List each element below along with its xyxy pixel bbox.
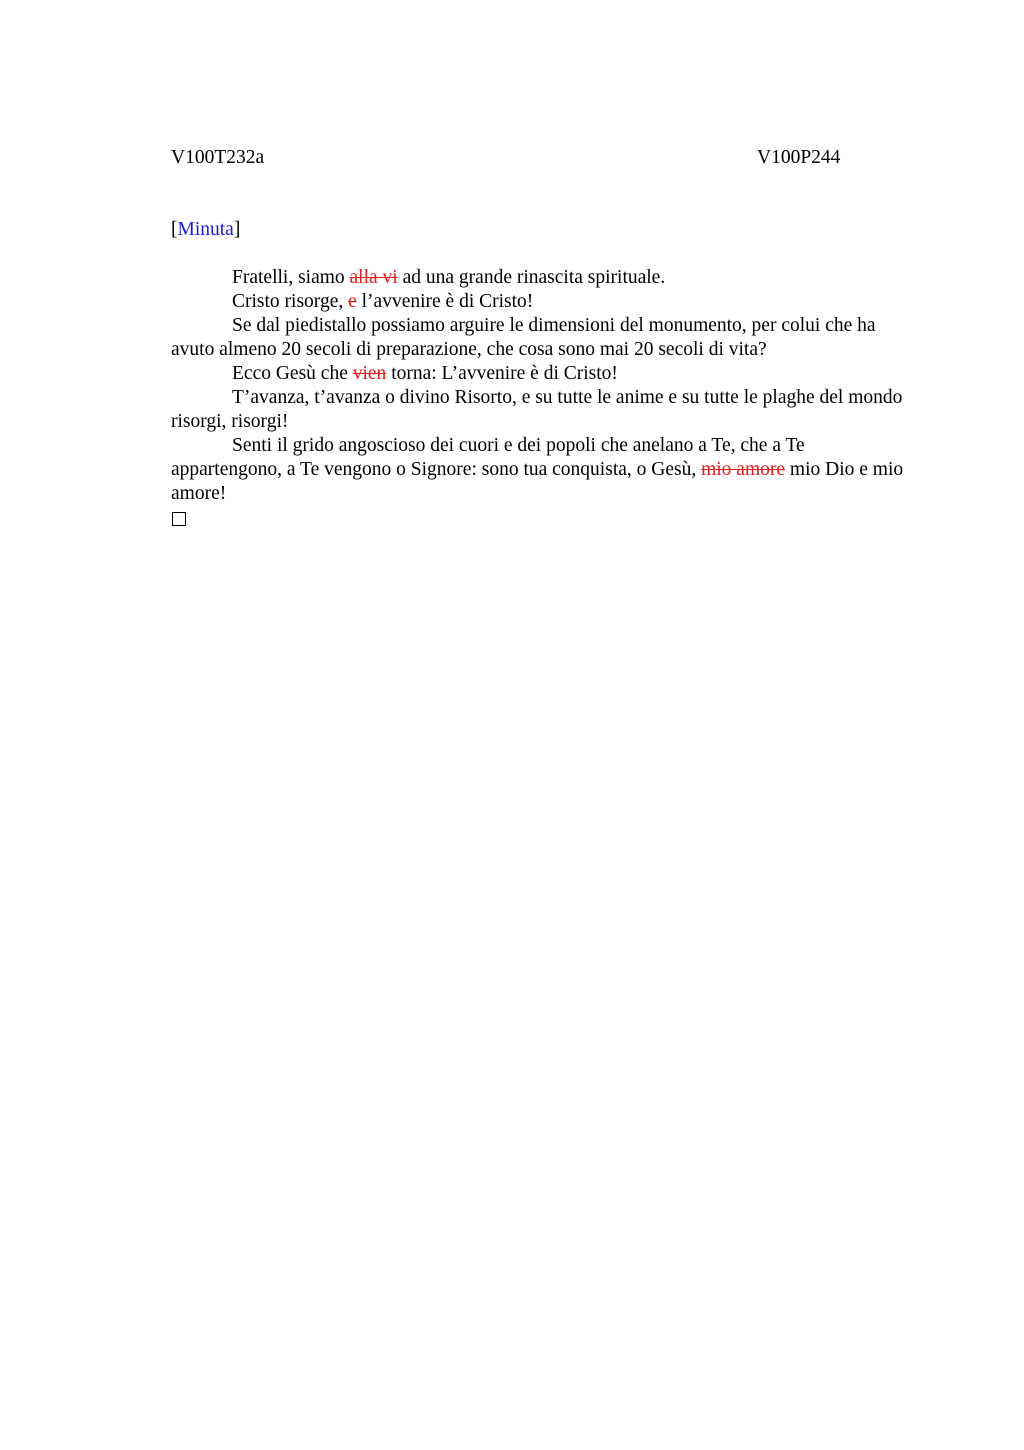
paragraph-6 (171, 434, 916, 506)
paragraph-text: Se dal piedistallo possiamo arguire le dimensioni del monumento, per colui che ha avuto almeno 20 secoli di preparazione, che cosa sono mai 20 secoli di vita? (171, 315, 876, 360)
paragraph-text: Fratelli, siamo (232, 267, 350, 288)
paragraph-text: ad una grande rinascita spirituale. (397, 267, 666, 288)
section-heading (171, 218, 240, 242)
paragraph-2 (171, 290, 916, 314)
deleted-text: e (348, 291, 357, 312)
document-code-left: V100T232a (171, 147, 265, 168)
empty-square-icon (172, 512, 186, 526)
minuta-label: Minuta (177, 219, 234, 240)
deleted-text: mio amore (701, 459, 786, 480)
paragraph-4 (171, 362, 916, 386)
paragraph-text: torna: L’avvenire è di Cristo! (386, 363, 618, 384)
paragraph-text: mio Dio e mio amore! (171, 459, 904, 504)
deleted-text: alla vi (349, 267, 398, 288)
paragraph-3 (171, 314, 916, 362)
paragraph-text: l’avvenire è di Cristo! (356, 291, 534, 312)
paragraph-text: Ecco Gesù che (232, 363, 353, 384)
close-bracket: ] (233, 219, 241, 240)
page-code-right: V100P244 (757, 147, 841, 168)
document-body (171, 266, 916, 526)
paragraph-5 (171, 386, 916, 434)
open-bracket: [ (171, 219, 178, 240)
paragraph-1 (171, 266, 916, 290)
document-page (171, 0, 916, 1450)
paragraph-text: T’avanza, t’avanza o divino Risorto, e su tutte le anime e su tutte le plaghe del mondo risorgi, risorgi! (171, 387, 903, 432)
paragraph-text: Senti il grido angoscioso dei cuori e dei popoli che anelano a Te, che a Te appartengono, a Te vengono o Signore: sono tua conquista, o Gesù, (171, 435, 805, 480)
deleted-text: vien (352, 363, 387, 384)
paragraph-text: Cristo risorge, (232, 291, 349, 312)
